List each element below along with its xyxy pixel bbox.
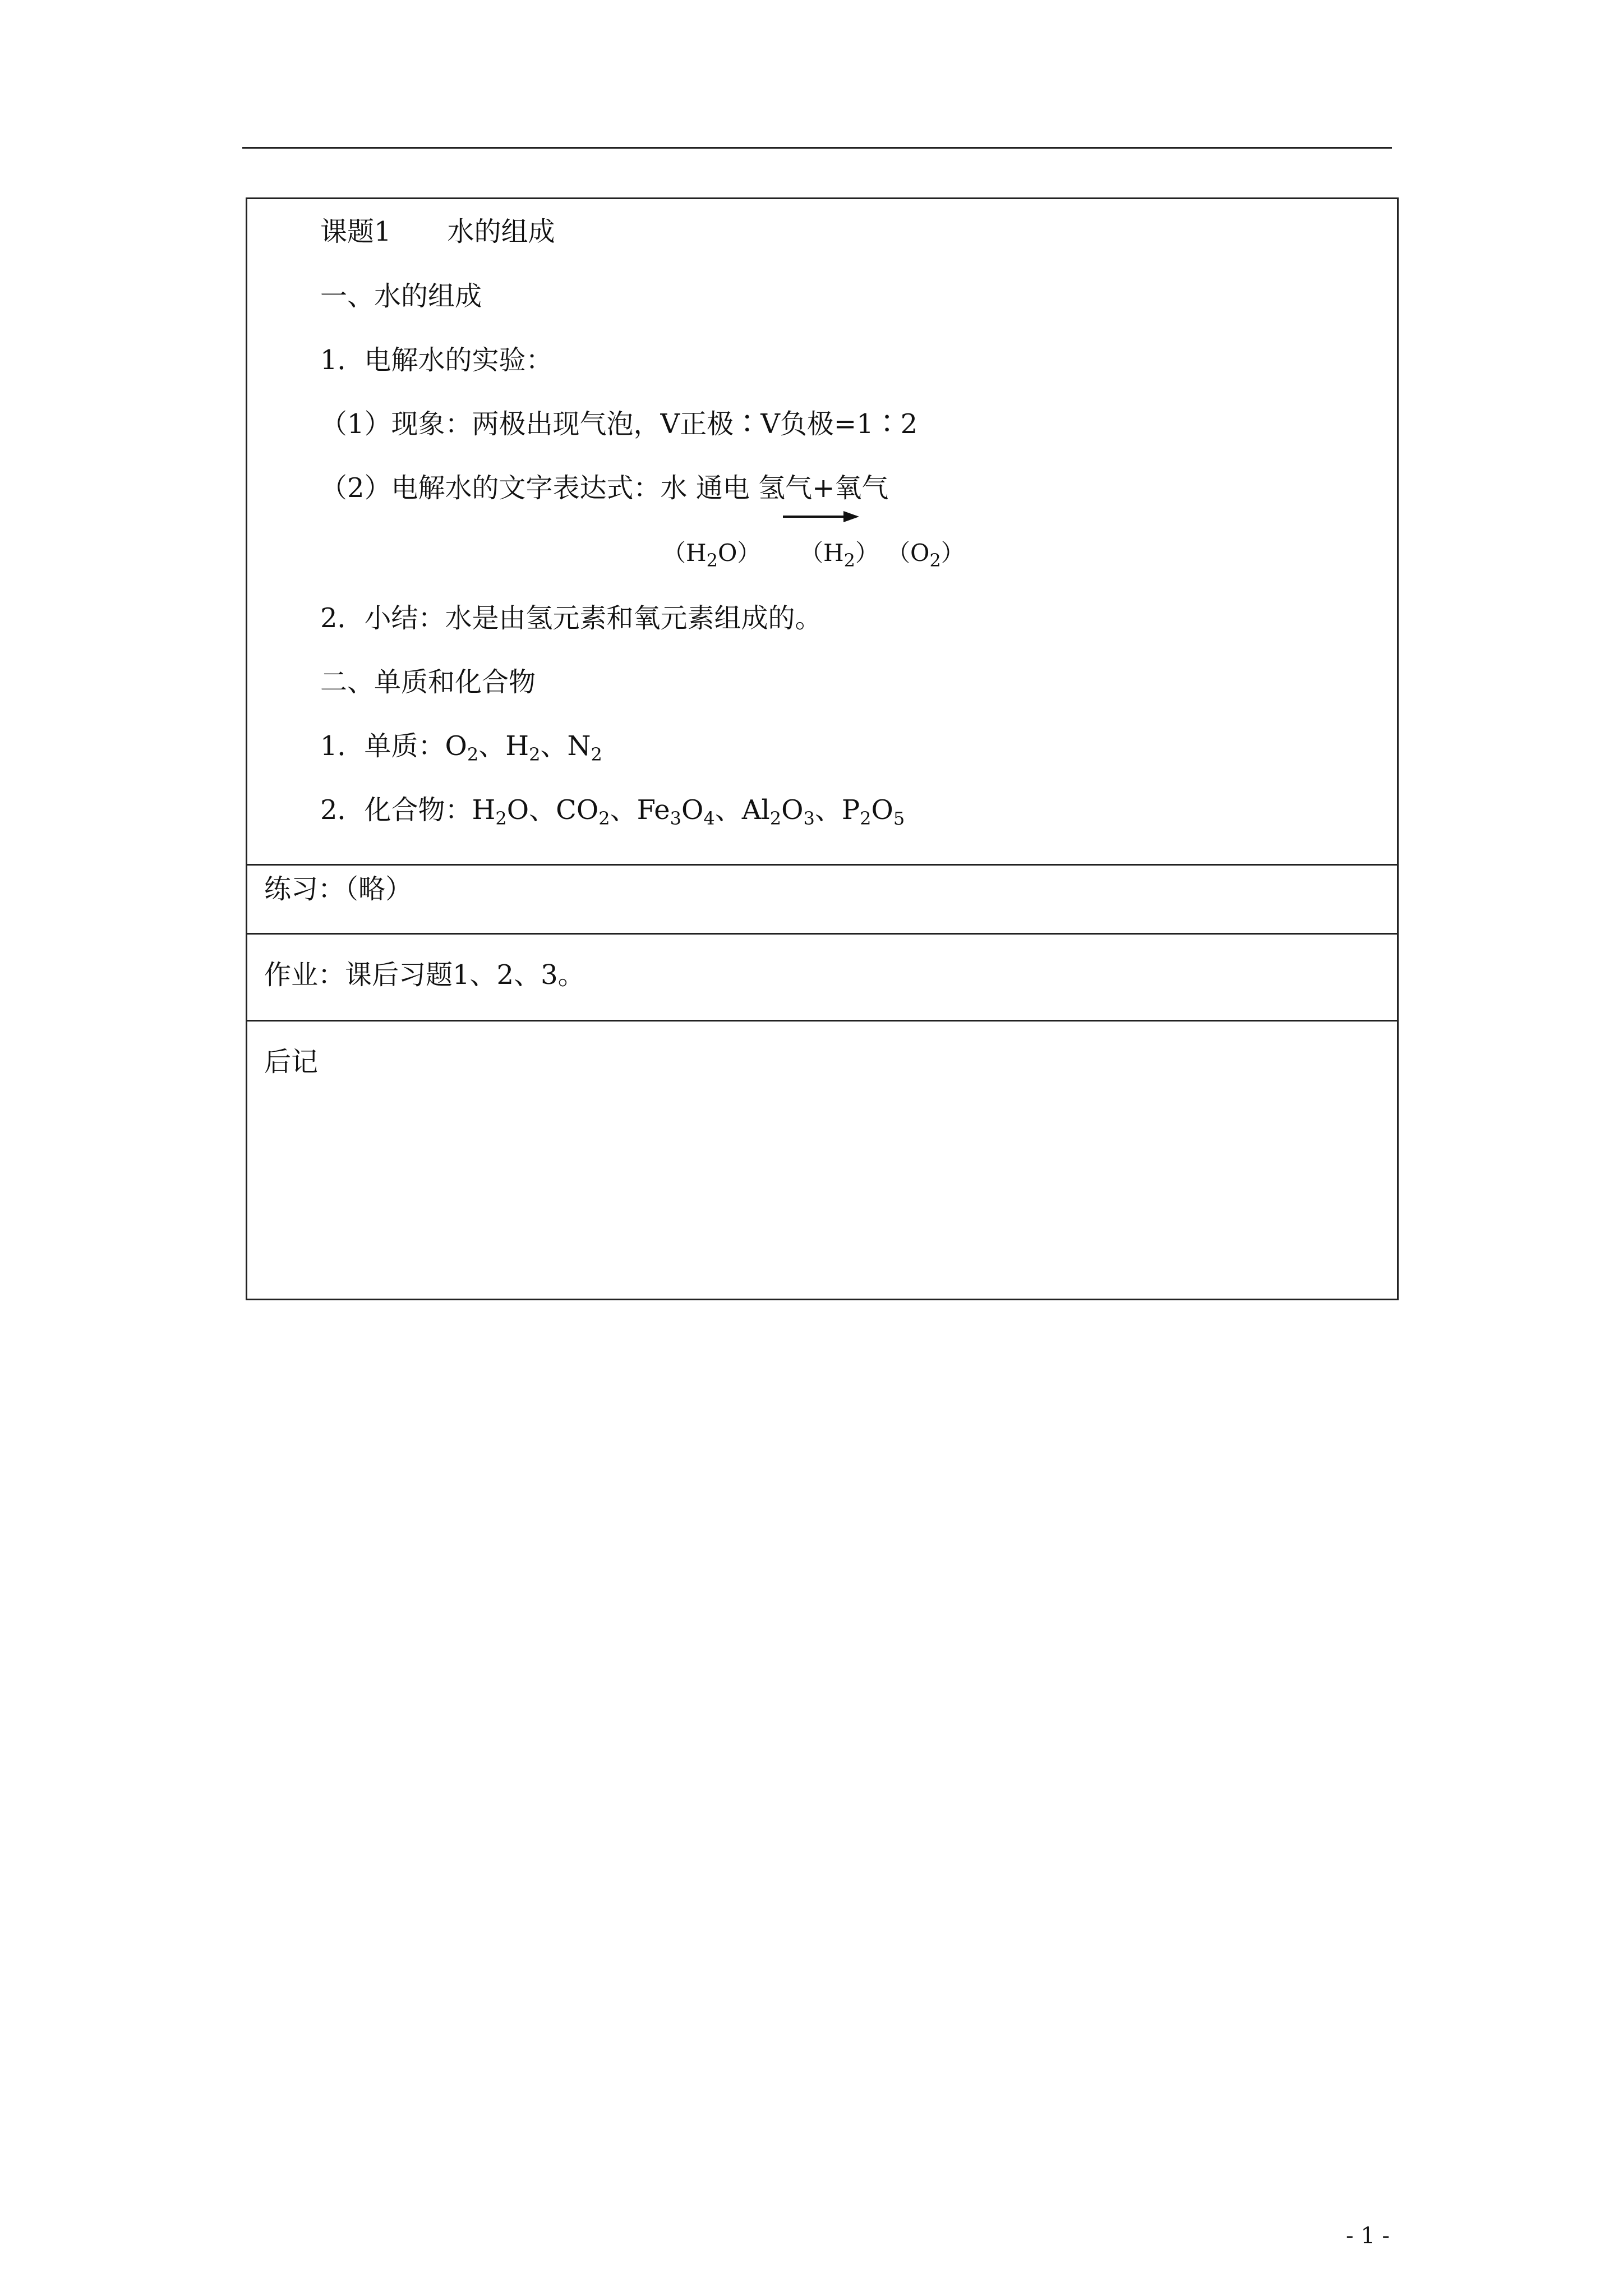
lesson-table xyxy=(246,197,1399,1300)
word-equation xyxy=(320,471,888,505)
header-rule xyxy=(242,147,1392,149)
lesson-title-number: 课题1 xyxy=(320,216,391,247)
page-number: - 1 - xyxy=(1346,2223,1390,2249)
elements-line: 1．单质：$O_2$、$H_2$、$N_2$ xyxy=(320,730,602,765)
equation-products: 氢气+氧气 xyxy=(758,472,889,504)
reaction-arrow-icon xyxy=(783,510,861,523)
practice-text: 练习：（略） xyxy=(264,873,413,905)
phenomenon-text: （1）现象：两极出现气泡，V正极∶V负极=1∶2 xyxy=(320,408,918,440)
postscript-label: 后记 xyxy=(264,1046,319,1078)
section-heading-composition: 一、水的组成 xyxy=(320,280,482,312)
lesson-title-text: 水的组成 xyxy=(447,216,555,247)
equation-condition: 通电 xyxy=(695,472,750,504)
lesson-title xyxy=(320,215,555,249)
formula-hydrogen: $(H_2)$ xyxy=(800,539,879,571)
formula-oxygen: $(O_2)$ xyxy=(887,539,965,571)
homework-text: 作业：课后习题1、2、3。 xyxy=(264,959,585,991)
section-heading-substances: 二、单质和化合物 xyxy=(320,666,536,698)
equation-prefix: （2）电解水的文字表达式：水 xyxy=(320,472,688,504)
item-electrolysis-experiment: 1．电解水的实验： xyxy=(320,344,553,376)
formula-water: $(H_2O)$ xyxy=(662,539,761,571)
row-divider-homework xyxy=(247,933,1397,935)
summary-text: 2．小结：水是由氢元素和氧元素组成的。 xyxy=(320,602,822,634)
row-divider-practice xyxy=(247,864,1397,866)
row-divider-postscript xyxy=(247,1020,1397,1022)
compounds-line: 2．化合物：$H_2O$、$CO_2$、$Fe_3O_4$、$Al_2O_3$、$P_2O_5$ xyxy=(320,794,905,829)
